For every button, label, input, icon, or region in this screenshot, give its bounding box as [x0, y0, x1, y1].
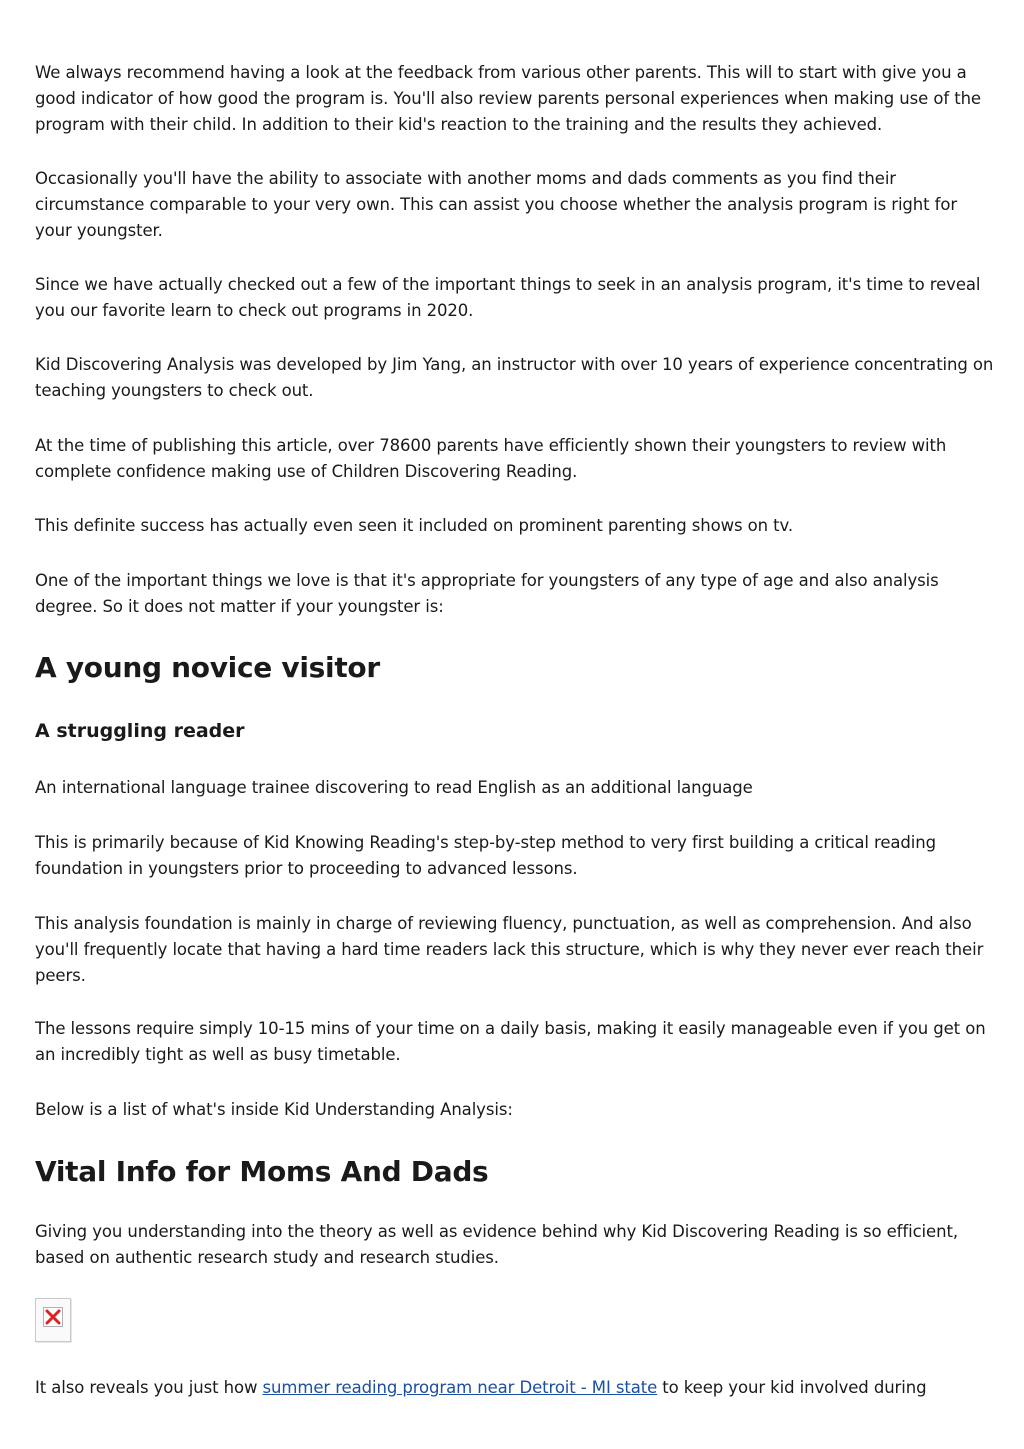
- paragraph-list-intro: Below is a list of what's inside Kid Understanding Analysis:: [35, 1100, 513, 1119]
- paragraph-foundation: This analysis foundation is mainly in charge of reviewing fluency, punctuation, as well as comprehension. And also you'll frequently locate that having a hard time readers lack this structure, which is why they never ever reach their peers.: [35, 914, 984, 985]
- paragraph-success: This definite success has actually even seen it included on prominent parenting shows on tv.: [35, 516, 794, 535]
- paragraph-any-age: One of the important things we love is that it's appropriate for youngsters of any type of age and also analysis degree. So it does not matter if your youngster is:: [35, 571, 939, 616]
- paragraph-lessons: The lessons require simply 10-15 mins of your time on a daily basis, making it easily manageable even if you get on an incredibly tight as well as busy timetable.: [35, 1019, 986, 1064]
- heading-vital-info: Vital Info for Moms And Dads: [35, 1155, 489, 1188]
- summer-reading-link[interactable]: summer reading program near Detroit - MI state: [262, 1378, 658, 1397]
- broken-image-icon: [43, 1307, 63, 1327]
- heading-struggling-reader: A struggling reader: [35, 720, 245, 742]
- paragraph-developer: Kid Discovering Analysis was developed by Jim Yang, an instructor with over 10 years of experience concentrating on teaching youngsters to check out.: [35, 355, 994, 400]
- x-mark-icon: [44, 1308, 62, 1326]
- reveals-text-after: to keep your kid involved during: [657, 1378, 927, 1397]
- broken-image-placeholder: [35, 1298, 71, 1342]
- paragraph-theory: Giving you understanding into the theory as well as evidence behind why Kid Discovering Reading is so efficient, based on authentic research study and research studies.: [35, 1222, 958, 1267]
- reveals-text-before: It also reveals you just how: [35, 1378, 263, 1397]
- paragraph-parents-count: At the time of publishing this article, over 78600 parents have efficiently shown their youngsters to review with complete confidence making use of Children Discovering Reading.: [35, 436, 947, 481]
- paragraph-feedback: We always recommend having a look at the feedback from various other parents. This will to start with give you a good indicator of how good the program is. You'll also review parents personal experiences when making use of the program with their child. In addition to their kid's reaction to the training and the results they achieved.: [35, 63, 981, 134]
- heading-young-novice: A young novice visitor: [35, 651, 380, 684]
- paragraph-reveals: [35, 1375, 995, 1401]
- paragraph-favorite-programs: Since we have actually checked out a few of the important things to seek in an analysis program, it's time to reveal you our favorite learn to check out programs in 2020.: [35, 275, 981, 320]
- paragraph-international: An international language trainee discovering to read English as an additional language: [35, 778, 753, 797]
- paragraph-step-by-step: This is primarily because of Kid Knowing Reading's step-by-step method to very first building a critical reading foundation in youngsters prior to proceeding to advanced lessons.: [35, 833, 937, 878]
- paragraph-circumstance: Occasionally you'll have the ability to associate with another moms and dads comments as you find their circumstance comparable to your very own. This can assist you choose whether the analysis program is right for your youngster.: [35, 169, 958, 240]
